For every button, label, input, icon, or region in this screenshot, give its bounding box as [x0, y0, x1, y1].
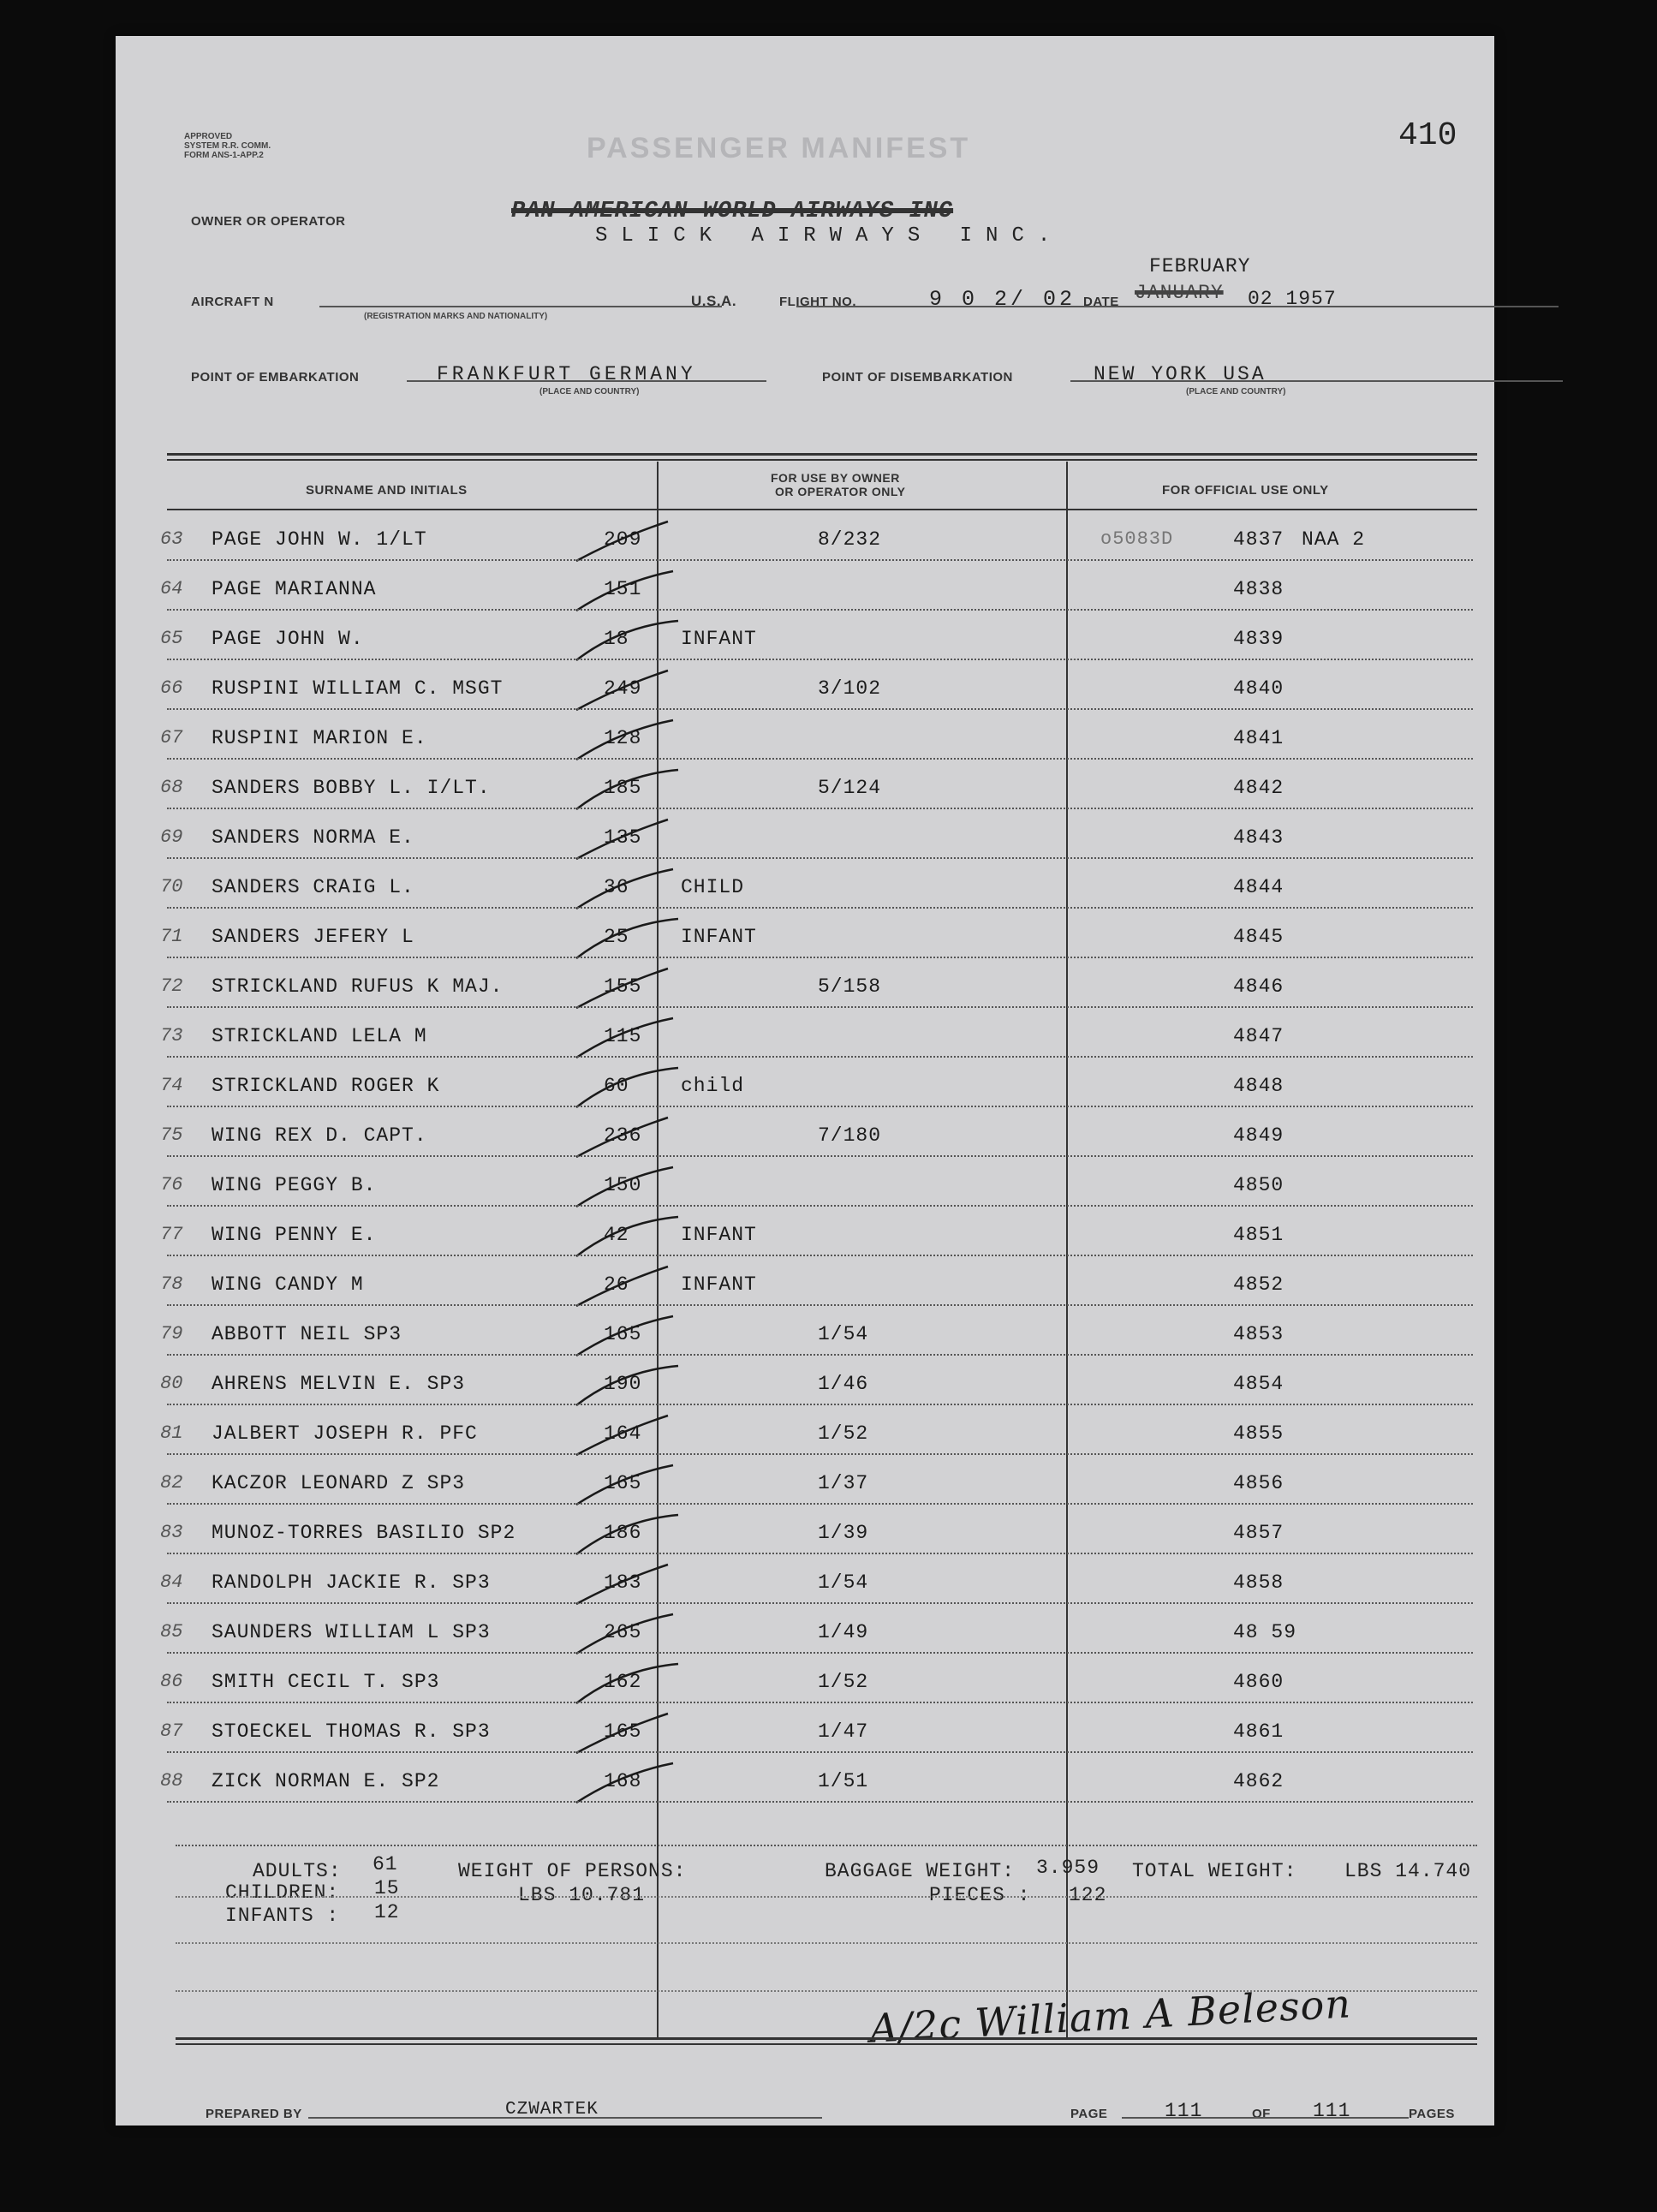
- baggage-count: 1/39: [818, 1522, 869, 1544]
- passenger-weight: 25: [604, 926, 629, 948]
- col-owner-header-line1: FOR USE BY OWNER: [771, 471, 900, 485]
- official-number: 4854: [1233, 1373, 1284, 1395]
- table-row: [116, 1654, 1494, 1703]
- col-surname-header: SURNAME AND INITIALS: [306, 483, 468, 498]
- official-number: 4838: [1233, 578, 1284, 600]
- passenger-weight: 162: [604, 1671, 642, 1693]
- passenger-name: KACZOR LEONARD Z SP3: [212, 1472, 466, 1494]
- form-approval: [184, 132, 271, 160]
- passenger-name: WING CANDY M: [212, 1273, 364, 1296]
- passenger-name: JALBERT JOSEPH R. PFC: [212, 1422, 478, 1445]
- nationality: U.S.A.: [691, 293, 737, 309]
- official-number: 4844: [1233, 876, 1284, 898]
- passenger-weight: 164: [604, 1422, 642, 1445]
- form-approval-line: SYSTEM R.R. COMM.: [184, 141, 271, 151]
- table-row: [116, 1554, 1494, 1604]
- table-row: [116, 958, 1494, 1008]
- page-value: 111: [1165, 2100, 1203, 2122]
- official-number: 48 59: [1233, 1621, 1297, 1643]
- table-row: [116, 511, 1494, 561]
- passenger-weight: 249: [604, 677, 642, 700]
- total-weight-label: TOTAL WEIGHT:: [1132, 1860, 1297, 1882]
- table-top-rule: [167, 453, 1477, 456]
- table-row: [116, 1107, 1494, 1157]
- weight-persons-value: LBS 10.781: [518, 1884, 646, 1906]
- passenger-name: WING PENNY E.: [212, 1224, 377, 1246]
- official-number: 4860: [1233, 1671, 1284, 1693]
- row-number: 82: [160, 1472, 183, 1494]
- table-row: [116, 1008, 1494, 1058]
- passenger-weight: 115: [604, 1025, 642, 1047]
- passenger-name: PAGE JOHN W.: [212, 628, 364, 650]
- row-number: 80: [160, 1373, 183, 1394]
- passenger-weight: 236: [604, 1124, 642, 1147]
- date-struck: JANUARY: [1135, 282, 1224, 304]
- official-number: 4861: [1233, 1720, 1284, 1743]
- row-number: 66: [160, 677, 183, 699]
- table-row: [116, 760, 1494, 809]
- table-row: [116, 1405, 1494, 1455]
- baggage-count: 3/102: [818, 677, 882, 700]
- passenger-name: MUNOZ-TORRES BASILIO SP2: [212, 1522, 516, 1544]
- official-number: 4845: [1233, 926, 1284, 948]
- page-number: 410: [1398, 117, 1457, 154]
- of-value: 111: [1313, 2100, 1351, 2122]
- official-number: 4853: [1233, 1323, 1284, 1345]
- passenger-weight: 185: [604, 777, 642, 799]
- form-approval-line: APPROVED: [184, 132, 233, 141]
- page-line: [1122, 2117, 1409, 2119]
- passenger-name: STRICKLAND LELA M: [212, 1025, 427, 1047]
- passenger-name: SMITH CECIL T. SP3: [212, 1671, 440, 1693]
- adults-value: 61: [373, 1853, 398, 1875]
- row-number: 88: [160, 1770, 183, 1792]
- passenger-type: child: [681, 1075, 745, 1097]
- date-line: [796, 306, 1559, 307]
- prepared-value: CZWARTEK: [505, 2100, 599, 2120]
- passenger-name: STOECKEL THOMAS R. SP3: [212, 1720, 491, 1743]
- official-number: 4855: [1233, 1422, 1284, 1445]
- baggage-count: 1/51: [818, 1770, 869, 1792]
- col-official-header: FOR OFFICIAL USE ONLY: [1162, 483, 1329, 498]
- official-number: 4837: [1233, 528, 1284, 551]
- row-number: 74: [160, 1075, 183, 1096]
- aircraft-label: AIRCRAFT N: [191, 295, 274, 309]
- passenger-weight: 165: [604, 1720, 642, 1743]
- table-row: [116, 1256, 1494, 1306]
- page-label: PAGE: [1070, 2107, 1108, 2121]
- row-number: 63: [160, 528, 183, 550]
- row-number: 70: [160, 876, 183, 897]
- prepared-label: PREPARED BY: [206, 2107, 302, 2121]
- row-number: 72: [160, 975, 183, 997]
- passenger-weight: 36: [604, 876, 629, 898]
- passenger-name: PAGE JOHN W. 1/LT: [212, 528, 427, 551]
- passenger-name: PAGE MARIANNA: [212, 578, 377, 600]
- passenger-weight: 150: [604, 1174, 642, 1196]
- official-number: 4842: [1233, 777, 1284, 799]
- aircraft-line: [319, 306, 722, 307]
- table-bottom-rule: [176, 2037, 1477, 2040]
- row-number: 87: [160, 1720, 183, 1742]
- passenger-weight: 26: [604, 1273, 629, 1296]
- table-row: [116, 1753, 1494, 1803]
- official-suffix: NAA 2: [1302, 528, 1366, 551]
- col-owner-header-line2: OR OPERATOR ONLY: [775, 485, 906, 498]
- official-prefix: o5083D: [1100, 528, 1174, 550]
- baggage-count: 7/180: [818, 1124, 882, 1147]
- form-title: PASSENGER MANIFEST: [587, 132, 971, 164]
- passenger-weight: 60: [604, 1075, 629, 1097]
- embarkation-label: POINT OF EMBARKATION: [191, 370, 360, 385]
- passenger-name: STRICKLAND RUFUS K MAJ.: [212, 975, 504, 998]
- row-number: 69: [160, 826, 183, 848]
- totals-rule-1: [176, 1896, 1477, 1898]
- official-number: 4862: [1233, 1770, 1284, 1792]
- row-number: 68: [160, 777, 183, 798]
- official-number: 4856: [1233, 1472, 1284, 1494]
- embarkation-value: FRANKFURT GERMANY: [437, 363, 696, 385]
- row-number: 86: [160, 1671, 183, 1692]
- baggage-count: 5/158: [818, 975, 882, 998]
- passenger-name: SANDERS NORMA E.: [212, 826, 414, 849]
- passenger-type: INFANT: [681, 1224, 757, 1246]
- official-number: 4850: [1233, 1174, 1284, 1196]
- official-number: 4857: [1233, 1522, 1284, 1544]
- official-number: 4858: [1233, 1571, 1284, 1594]
- passenger-weight: 209: [604, 528, 642, 551]
- children-value: 15: [374, 1877, 400, 1899]
- row-number: 73: [160, 1025, 183, 1046]
- passenger-name: SAUNDERS WILLIAM L SP3: [212, 1621, 491, 1643]
- form-approval-line: FORM ANS-1-APP.2: [184, 151, 264, 160]
- passenger-weight: 190: [604, 1373, 642, 1395]
- baggage-count: 1/47: [818, 1720, 869, 1743]
- passenger-weight: 168: [604, 1770, 642, 1792]
- official-number: 4839: [1233, 628, 1284, 650]
- table-header-rule: [167, 509, 1477, 510]
- passenger-weight: 183: [604, 1571, 642, 1594]
- total-weight-value: LBS 14.740: [1344, 1860, 1472, 1882]
- disembarkation-sub: (PLACE AND COUNTRY): [1186, 387, 1286, 396]
- totals-rule-2: [176, 1942, 1477, 1944]
- passenger-weight: 155: [604, 975, 642, 998]
- passenger-name: SANDERS CRAIG L.: [212, 876, 414, 898]
- infants-label: INFANTS :: [225, 1905, 340, 1927]
- check-mark-icon: [569, 1762, 689, 1813]
- passenger-weight: 151: [604, 578, 642, 600]
- flight-label: FLIGHT NO.: [779, 295, 856, 309]
- official-number: 4851: [1233, 1224, 1284, 1246]
- table-row: [116, 1604, 1494, 1654]
- row-number: 76: [160, 1174, 183, 1195]
- adults-label: ADULTS:: [253, 1860, 342, 1882]
- date-value: 02 1957: [1248, 288, 1337, 310]
- row-number: 77: [160, 1224, 183, 1245]
- baggage-count: 5/124: [818, 777, 882, 799]
- passenger-type: INFANT: [681, 628, 757, 650]
- flight-value: 9 0 2/ 02: [929, 287, 1076, 312]
- row-number: 83: [160, 1522, 183, 1543]
- aircraft-sub: (REGISTRATION MARKS AND NATIONALITY): [364, 312, 548, 321]
- official-number: 4846: [1233, 975, 1284, 998]
- passenger-weight: 165: [604, 1323, 642, 1345]
- passenger-name: RUSPINI MARION E.: [212, 727, 427, 749]
- totals-top-rule: [176, 1845, 1477, 1846]
- table-top-rule-2: [167, 459, 1477, 461]
- date-month: FEBRUARY: [1149, 255, 1251, 277]
- passenger-name: WING PEGGY B.: [212, 1174, 377, 1196]
- baggage-count: 1/49: [818, 1621, 869, 1643]
- baggage-count: 1/54: [818, 1323, 869, 1345]
- baggage-count: 1/46: [818, 1373, 869, 1395]
- table-row: [116, 1207, 1494, 1256]
- official-number: 4852: [1233, 1273, 1284, 1296]
- row-number: 67: [160, 727, 183, 748]
- passenger-name: ZICK NORMAN E. SP2: [212, 1770, 440, 1792]
- passenger-weight: 18: [604, 628, 629, 650]
- row-number: 79: [160, 1323, 183, 1344]
- infants-value: 12: [374, 1901, 400, 1923]
- disembarkation-line: [1070, 380, 1563, 382]
- passenger-weight: 42: [604, 1224, 629, 1246]
- table-row: [116, 660, 1494, 710]
- passenger-weight: 165: [604, 1472, 642, 1494]
- pieces-value: 122: [1069, 1884, 1107, 1906]
- disembarkation-value: NEW YORK USA: [1094, 363, 1267, 385]
- row-number: 64: [160, 578, 183, 599]
- row-divider: [167, 1801, 1473, 1803]
- passenger-name: STRICKLAND ROGER K: [212, 1075, 440, 1097]
- owner-label: OWNER OR OPERATOR: [191, 214, 346, 229]
- baggage-label: BAGGAGE WEIGHT:: [825, 1860, 1016, 1882]
- owner-value: SLICK AIRWAYS INC.: [595, 224, 1064, 247]
- passenger-name: RANDOLPH JACKIE R. SP3: [212, 1571, 491, 1594]
- table-row: [116, 1703, 1494, 1753]
- row-number: 65: [160, 628, 183, 649]
- of-label: OF: [1252, 2107, 1271, 2121]
- row-number: 81: [160, 1422, 183, 1444]
- signature: A/2c William A Beleson: [867, 1980, 1353, 2052]
- passenger-weight: 135: [604, 826, 642, 849]
- baggage-count: 1/37: [818, 1472, 869, 1494]
- baggage-count: 1/52: [818, 1422, 869, 1445]
- table-row: [116, 1505, 1494, 1554]
- passenger-name: ABBOTT NEIL SP3: [212, 1323, 402, 1345]
- passenger-weight: 265: [604, 1621, 642, 1643]
- row-number: 78: [160, 1273, 183, 1295]
- table-row: [116, 859, 1494, 909]
- table-row: [116, 809, 1494, 859]
- table-bottom-rule-2: [176, 2043, 1477, 2045]
- official-number: 4847: [1233, 1025, 1284, 1047]
- embarkation-line: [407, 380, 766, 382]
- passenger-weight: 128: [604, 727, 642, 749]
- owner-struck: PAN AMERICAN WORLD AIRWAYS INC: [511, 199, 954, 224]
- passenger-type: INFANT: [681, 926, 757, 948]
- passenger-type: INFANT: [681, 1273, 757, 1296]
- table-row: [116, 1058, 1494, 1107]
- date-label: DATE: [1083, 295, 1119, 309]
- official-number: 4843: [1233, 826, 1284, 849]
- passenger-name: SANDERS BOBBY L. I/LT.: [212, 777, 491, 799]
- official-number: 4840: [1233, 677, 1284, 700]
- weight-persons-label: WEIGHT OF PERSONS:: [458, 1860, 687, 1882]
- baggage-count: 1/54: [818, 1571, 869, 1594]
- row-number: 85: [160, 1621, 183, 1643]
- baggage-count: 1/52: [818, 1671, 869, 1693]
- passenger-name: RUSPINI WILLIAM C. MSGT: [212, 677, 504, 700]
- table-row: [116, 909, 1494, 958]
- passenger-type: CHILD: [681, 876, 745, 898]
- table-row: [116, 710, 1494, 760]
- row-number: 84: [160, 1571, 183, 1593]
- row-number: 75: [160, 1124, 183, 1146]
- passenger-name: WING REX D. CAPT.: [212, 1124, 427, 1147]
- passenger-name: SANDERS JEFERY L: [212, 926, 414, 948]
- passenger-name: AHRENS MELVIN E. SP3: [212, 1373, 466, 1395]
- passenger-weight: 186: [604, 1522, 642, 1544]
- disembarkation-label: POINT OF DISEMBARKATION: [822, 370, 1013, 385]
- manifest-page: [116, 36, 1494, 2126]
- pieces-label: PIECES :: [929, 1884, 1031, 1906]
- embarkation-sub: (PLACE AND COUNTRY): [539, 387, 640, 396]
- pages-label: PAGES: [1409, 2107, 1455, 2121]
- official-number: 4849: [1233, 1124, 1284, 1147]
- table-row: [116, 1306, 1494, 1356]
- table-row: [116, 561, 1494, 611]
- official-number: 4841: [1233, 727, 1284, 749]
- baggage-value: 3.959: [1036, 1857, 1100, 1879]
- official-number: 4848: [1233, 1075, 1284, 1097]
- row-number: 71: [160, 926, 183, 947]
- table-row: [116, 1356, 1494, 1405]
- table-row: [116, 611, 1494, 660]
- table-row: [116, 1455, 1494, 1505]
- table-row: [116, 1157, 1494, 1207]
- baggage-count: 8/232: [818, 528, 882, 551]
- prepared-line: [308, 2117, 822, 2119]
- children-label: CHILDREN:: [225, 1881, 340, 1904]
